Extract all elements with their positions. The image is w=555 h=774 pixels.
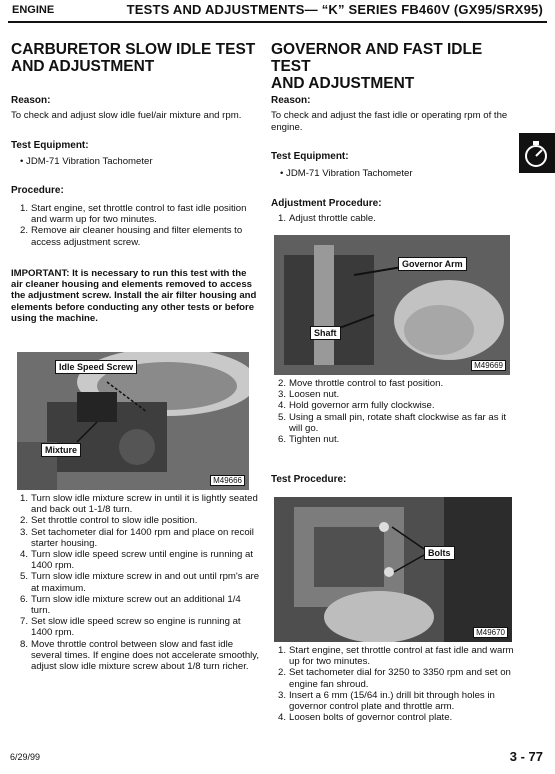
figure-id: M49666 <box>210 475 245 486</box>
list-item: 2. Set tachometer dial for 3250 to 3350 rpm and set on engine fan shroud. <box>278 667 511 690</box>
callout-idle-speed-screw: Idle Speed Screw <box>55 360 137 374</box>
tachometer-icon <box>519 133 555 173</box>
figure-id: M49669 <box>471 360 506 371</box>
list-item: 4. Loosen bolts of governor control plate. <box>278 712 453 724</box>
header-rule <box>8 21 547 23</box>
list-item: 2. Set throttle control to slow idle position. <box>20 515 198 527</box>
right-equipment-item: • JDM-71 Vibration Tachometer <box>280 168 413 179</box>
adj-steps <box>278 378 516 445</box>
left-steps-b <box>20 493 260 672</box>
list-item: 5. Turn slow idle mixture screw in and out until rpm's are at maximum. <box>20 571 260 594</box>
left-reason-label: Reason: <box>11 95 51 106</box>
bolts-photo-art <box>274 497 512 642</box>
list-item: 3. Insert a 6 mm (15/64 in.) drill bit through holes in governor control plate and throttle arm. <box>278 689 495 713</box>
list-item: 2. Remove air cleaner housing and filter elements to access adjustment screw. <box>20 225 243 248</box>
list-item: 5. Using a small pin, rotate shaft clockwise as far as it will go. <box>278 411 507 434</box>
left-heading <box>11 41 256 75</box>
test-procedure-label: Test Procedure: <box>271 474 347 485</box>
list-item: 3. Set tachometer dial for 1400 rpm and place on recoil starter housing. <box>20 526 254 549</box>
left-equipment-item: • JDM-71 Vibration Tachometer <box>20 156 153 167</box>
test-steps <box>278 645 518 723</box>
adjustment-procedure-label: Adjustment Procedure: <box>271 198 382 209</box>
important-note: IMPORTANT: It is necessary to run this test with the air cleaner housing and elements removed to access the adjustment screw. Install the air filter housing and elements before conducting any other tests or before using the machine. <box>11 268 257 324</box>
list-item: 6. Turn slow idle mixture screw out an additional 1/4 turn. <box>20 593 241 617</box>
callout-mixture: Mixture <box>41 443 81 457</box>
section-label: ENGINE <box>12 4 55 16</box>
list-item: 4. Hold governor arm fully clockwise. <box>278 400 435 412</box>
callout-bolts: Bolts <box>424 546 455 560</box>
list-item: 6. Tighten nut. <box>278 434 340 446</box>
callout-shaft: Shaft <box>310 326 341 340</box>
carburetor-photo <box>17 352 249 490</box>
left-heading-line1: CARBURETOR SLOW IDLE TEST <box>11 41 256 58</box>
list-item: 1. Turn slow idle mixture screw in until it is lightly seated and back out 1-1/8 turn. <box>20 493 258 516</box>
page-number: 3 - 77 <box>509 749 543 764</box>
list-item: 1. Start engine, set throttle control to fast idle position and warm up for two minutes. <box>20 203 247 226</box>
left-procedure-label: Procedure: <box>11 185 64 196</box>
list-item: 7. Set slow idle speed screw so engine is running at 1400 rpm. <box>20 616 241 639</box>
governor-photo-art <box>274 235 510 375</box>
right-heading-line2: AND ADJUSTMENT <box>271 75 415 92</box>
left-equipment-label: Test Equipment: <box>11 140 89 151</box>
footer-date: 6/29/99 <box>10 752 41 762</box>
left-reason-text: To check and adjust slow idle fuel/air mixture and rpm. <box>11 110 242 121</box>
section-tab <box>519 133 555 173</box>
list-item: 8. Move throttle control between slow and fast idle several times. If engine does not accelerate smoothly, adjust slow idle mixture screw about 1/8 turn richer. <box>20 638 260 673</box>
bolts-photo <box>274 497 512 642</box>
list-item: 3. Loosen nut. <box>278 389 340 401</box>
right-heading-line1: GOVERNOR AND FAST IDLE TEST <box>271 41 483 75</box>
left-steps-a <box>20 203 258 248</box>
list-item: 2. Move throttle control to fast position. <box>278 378 444 389</box>
list-item: 1. Adjust throttle cable. <box>278 213 376 224</box>
callout-governor-arm: Governor Arm <box>398 257 467 271</box>
right-reason-text: To check and adjust the fast idle or operating rpm of the engine. <box>271 110 508 133</box>
right-reason-label: Reason: <box>271 95 311 106</box>
right-heading <box>271 41 521 92</box>
list-item: 4. Turn slow idle speed screw until engine is running at 1400 rpm. <box>20 549 254 572</box>
page-header-title: TESTS AND ADJUSTMENTS— “K” SERIES FB460V (GX95/SRX95) <box>126 2 543 17</box>
governor-photo <box>274 235 510 375</box>
right-equipment-label: Test Equipment: <box>271 151 349 162</box>
list-item: 1. Start engine, set throttle control at fast idle and warm up for two minutes. <box>278 645 514 668</box>
left-heading-line2: AND ADJUSTMENT <box>11 58 155 75</box>
adj-step-1 <box>278 213 508 224</box>
figure-id: M49670 <box>473 627 508 638</box>
